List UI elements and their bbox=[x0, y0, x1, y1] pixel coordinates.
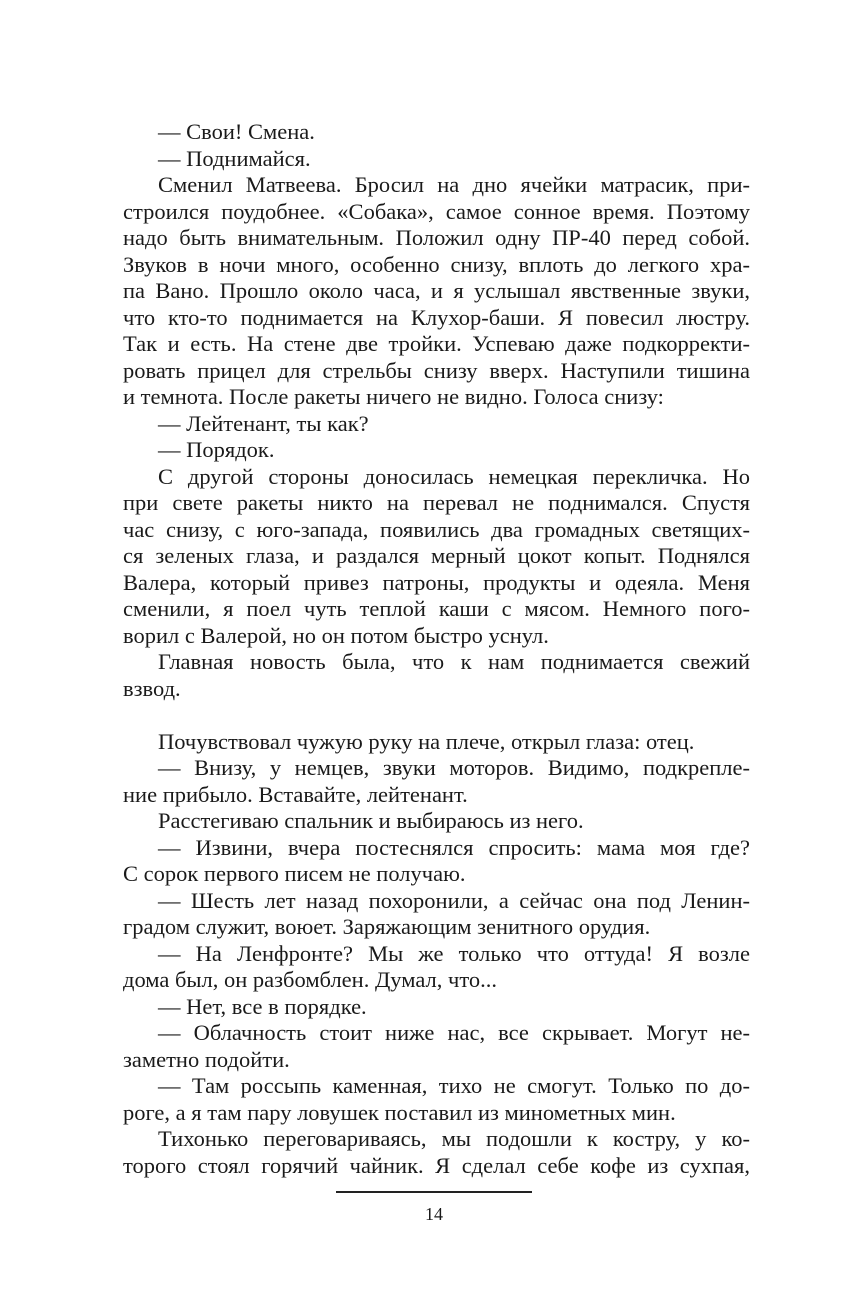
text-line: ся зеленых глаза, и раздался мерный цокот копыт. Поднялся bbox=[123, 543, 750, 568]
blank-line bbox=[123, 702, 750, 729]
text-line: надо быть внимательным. Положил одну ПР-40 перед собой. bbox=[123, 225, 750, 250]
text-line: час снизу, с юго-запада, появились два громадных светящих- bbox=[123, 516, 750, 542]
text-line: взвод. bbox=[123, 675, 181, 701]
text-line: Валера, который привез патроны, продукты и одеяла. Меня bbox=[123, 569, 750, 595]
text-line: Тихонько переговариваясь, мы подошли к костру, у ко- bbox=[158, 1126, 750, 1151]
text-line: — Поднимайся. bbox=[158, 145, 311, 171]
text-line: — Свои! Смена. bbox=[158, 119, 315, 144]
body-text bbox=[123, 119, 750, 1179]
text-line: — Нет, все в порядке. bbox=[158, 993, 367, 1019]
text-line: Сменил Матвеева. Бросил на дно ячейки матрасик, при- bbox=[158, 172, 750, 197]
text-line: при свете ракеты никто на перевал не поднимался. Спустя bbox=[123, 490, 750, 515]
text-line: — Лейтенант, ты как? bbox=[158, 410, 369, 436]
text-line: Расстегиваю спальник и выбираюсь из него. bbox=[158, 808, 584, 833]
text-line: — Внизу, у немцев, звуки моторов. Видимо, подкрепле- bbox=[158, 755, 750, 780]
footer-rule bbox=[336, 1191, 532, 1193]
text-line: ровать прицел для стрельбы снизу вверх. Наступили тишина bbox=[123, 357, 750, 383]
text-line: Так и есть. На стене две тройки. Успеваю даже подкорректи- bbox=[123, 331, 750, 356]
text-line: строился поудобнее. «Собака», самое сонное время. Поэтому bbox=[123, 198, 750, 224]
text-line: дома был, он разбомблен. Думал, что... bbox=[123, 967, 497, 992]
text-line: и темнота. После ракеты ничего не видно. Голоса снизу: bbox=[123, 384, 664, 409]
text-line: градом служит, воюет. Заряжающим зенитного орудия. bbox=[123, 914, 651, 939]
text-line: — Порядок. bbox=[158, 437, 275, 462]
text-line: Звуков в ночи много, особенно снизу, вплоть до легкого хра- bbox=[123, 251, 750, 277]
text-line: торого стоял горячий чайник. Я сделал себе кофе из сухпая, bbox=[123, 1152, 750, 1178]
text-line: — Извини, вчера постеснялся спросить: мама моя где? bbox=[158, 834, 750, 860]
text-line: роге, а я там пару ловушек поставил из минометных мин. bbox=[123, 1099, 676, 1125]
text-line: Почувствовал чужую руку на плече, открыл глаза: отец. bbox=[158, 728, 695, 754]
text-line: ние прибыло. Вставайте, лейтенант. bbox=[123, 781, 468, 807]
text-line: сменили, я поел чуть теплой каши с мясом. Немного пого- bbox=[123, 596, 750, 621]
text-line: Главная новость была, что к нам поднимается свежий bbox=[158, 649, 750, 674]
text-line: заметно подойти. bbox=[123, 1046, 290, 1072]
text-line: С сорок первого писем не получаю. bbox=[123, 861, 466, 886]
text-line: — Шесть лет назад похоронили, а сейчас она под Ленин- bbox=[158, 887, 750, 913]
page-number: 14 bbox=[425, 1204, 443, 1224]
text-line: па Вано. Прошло около часа, и я услышал явственные звуки, bbox=[123, 278, 750, 303]
text-line: — На Ленфронте? Мы же только что оттуда! Я возле bbox=[158, 940, 750, 966]
text-line: ворил с Валерой, но он потом быстро уснул. bbox=[123, 622, 549, 648]
text-line: С другой стороны доносилась немецкая перекличка. Но bbox=[158, 463, 750, 489]
text-line: — Облачность стоит ниже нас, все скрывает. Могут не- bbox=[158, 1020, 750, 1045]
text-line: — Там россыпь каменная, тихо не смогут. Только по до- bbox=[158, 1073, 750, 1098]
text-line: что кто-то поднимается на Клухор-баши. Я повесил люстру. bbox=[123, 304, 750, 330]
